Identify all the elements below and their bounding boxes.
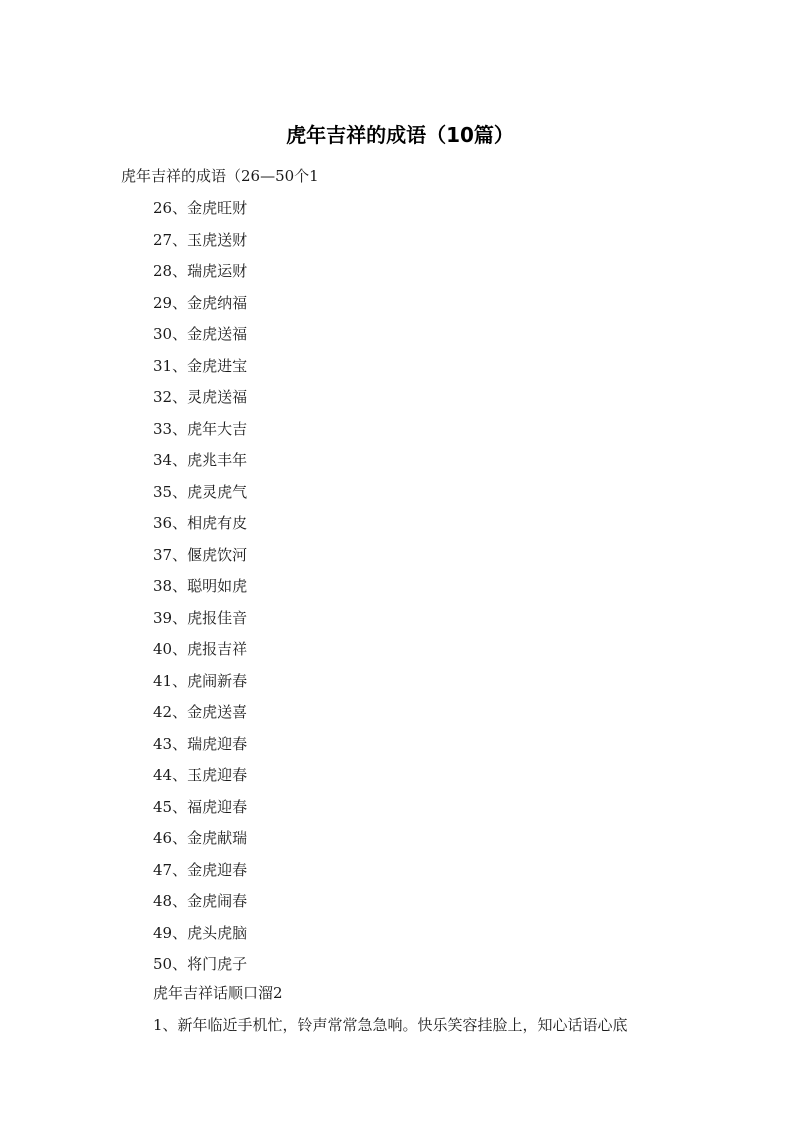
list-item: 36、相虎有皮 [153,514,248,532]
list-item: 34、虎兆丰年 [153,451,248,469]
list-item: 31、金虎进宝 [153,356,248,375]
list-item: 46、金虎献瑞 [153,829,248,847]
list-item: 39、虎报佳音 [153,608,248,627]
list-item: 43、瑞虎迎春 [153,734,248,753]
section-subtitle: 虎年吉祥的成语（26—50个1 [121,167,319,185]
list-item: 29、金虎纳福 [153,293,248,312]
list-item: 30、金虎送福 [153,325,248,343]
list-item: 35、虎灵虎气 [153,482,248,501]
list-item: 37、偃虎饮河 [153,545,248,564]
paragraph-text: 1、新年临近手机忙，铃声常常急急响。快乐笑容挂脸上，知心话语心底 [153,1016,628,1034]
list-item: 47、金虎迎春 [153,860,248,879]
document-title: 虎年吉祥的成语（10篇） [286,123,514,147]
list-item: 40、虎报吉祥 [153,640,248,658]
list-item: 45、福虎迎春 [153,797,248,816]
list-item: 27、玉虎送财 [153,230,248,249]
list-item: 28、瑞虎运财 [153,262,248,280]
list-item: 26、金虎旺财 [153,199,248,217]
list-item: 49、虎头虎脑 [153,923,248,942]
list-item: 38、聪明如虎 [153,577,248,595]
list-item: 48、金虎闹春 [153,892,248,910]
list-item: 32、灵虎送福 [153,388,248,406]
section-heading: 虎年吉祥话顺口溜2 [153,984,283,1002]
list-item: 50、将门虎子 [153,955,248,973]
list-item: 44、玉虎迎春 [153,766,248,784]
list-item: 33、虎年大吉 [153,419,248,438]
idiom-list [153,198,247,986]
list-item: 41、虎闹新春 [153,671,248,690]
list-item: 42、金虎送喜 [153,703,248,721]
